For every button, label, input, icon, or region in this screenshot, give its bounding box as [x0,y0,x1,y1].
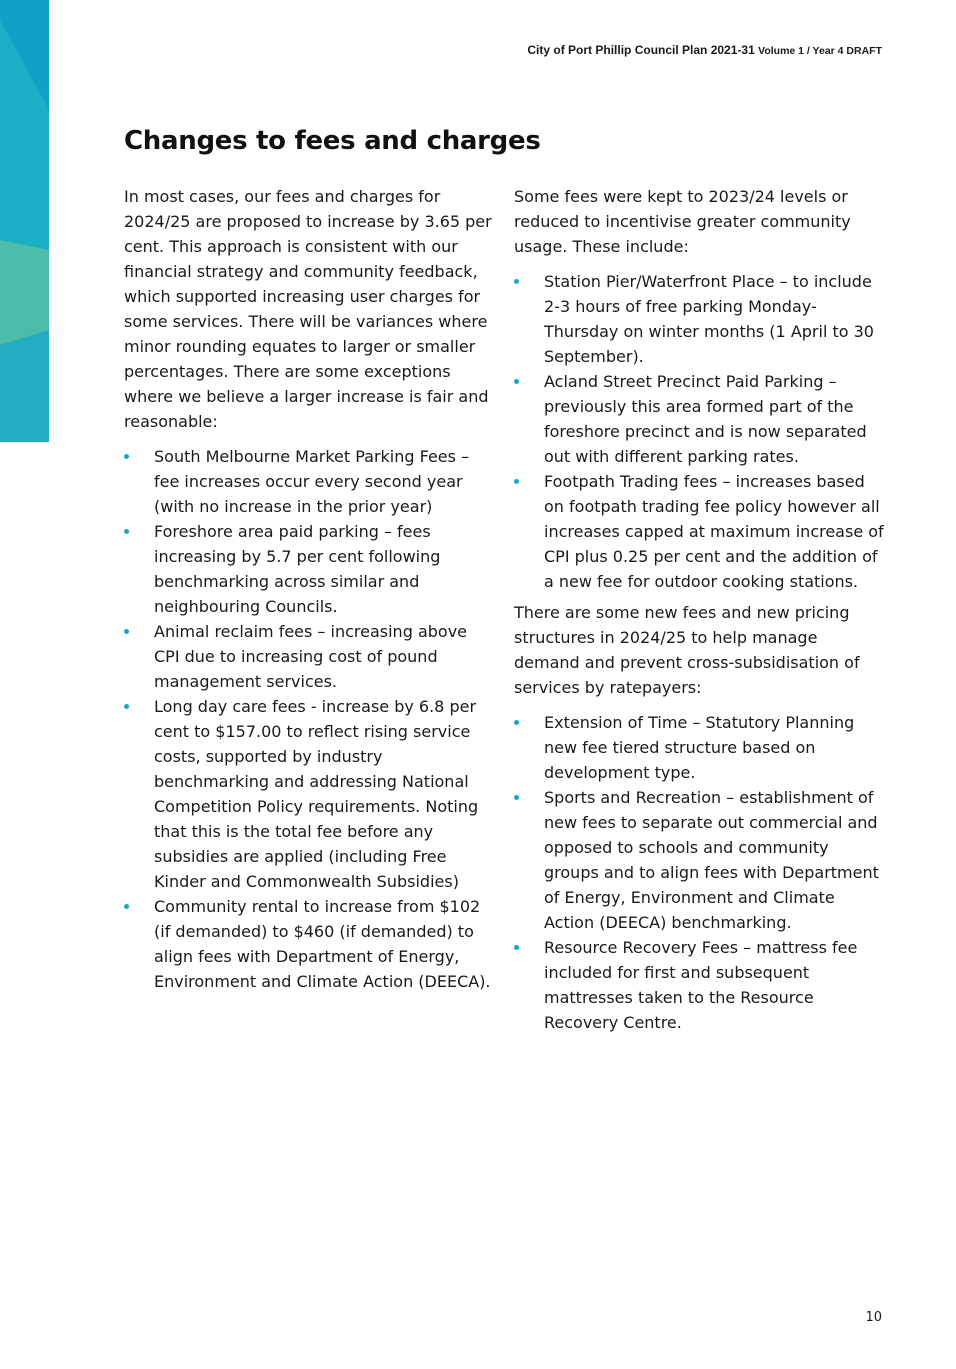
bullet-icon [124,454,129,459]
bullet-icon [514,479,519,484]
list-item [514,469,884,594]
bullet-icon [124,904,129,909]
bullet-icon [514,720,519,725]
left-bullet-list [124,444,496,994]
right-second-paragraph: There are some new fees and new pricing structures in 2024/25 to help manage demand and prevent cross-subsidisation of services by ratepayers: [514,603,860,697]
right-bullet-list [514,269,884,594]
list-item-text: Foreshore area paid parking – fees increasing by 5.7 per cent following benchmarking across similar and neighbouring Councils. [154,522,441,616]
right-intro-paragraph: Some fees were kept to 2023/24 levels or reduced to incentivise greater community usage. These include: [514,187,851,256]
page-title: Changes to fees and charges [124,126,541,156]
list-item-text: Acland Street Precinct Paid Parking – previously this area formed part of the foreshore precinct and is now separated out with different parking rates. [544,372,867,466]
right-column [514,184,884,1041]
list-item [514,710,884,785]
list-item [124,894,496,994]
bullet-icon [124,704,129,709]
bullet-icon [514,945,519,950]
list-item [514,935,884,1035]
side-band-shapes [0,0,49,442]
header-title: City of Port Phillip Council Plan 2021-31 [527,43,755,57]
list-item-text: Resource Recovery Fees – mattress fee included for first and subsequent mattresses taken to the Resource Recovery Centre. [544,938,858,1032]
list-item-text: Extension of Time – Statutory Planning new fee tiered structure based on development type. [544,713,855,782]
document-header [527,43,882,57]
list-item [124,519,496,619]
list-item [124,619,496,694]
decorative-side-band [0,0,49,442]
bullet-icon [124,629,129,634]
header-subtitle: Volume 1 / Year 4 DRAFT [758,45,882,57]
bullet-icon [124,529,129,534]
bullet-icon [514,279,519,284]
right-second-bullet-list [514,710,884,1035]
left-intro-paragraph: In most cases, our fees and charges for 2024/25 are proposed to increase by 3.65 per cent. This approach is consistent with our financial strategy and community feedback, which supported increasing user charges for some services. There will be variances where minor rounding equates to larger or smaller percentages. There are some exceptions where we believe a larger increase is fair and reasonable: [124,187,492,431]
list-item [514,269,884,369]
list-item [514,369,884,469]
list-item-text: Animal reclaim fees – increasing above CPI due to increasing cost of pound management services. [154,622,467,691]
list-item-text: Station Pier/Waterfront Place – to include 2-3 hours of free parking Monday-Thursday on winter months (1 April to 30 September). [544,272,874,366]
list-item [124,694,496,894]
list-item [124,444,496,519]
left-column [124,184,496,1000]
bullet-icon [514,379,519,384]
bullet-icon [514,795,519,800]
list-item-text: Long day care fees - increase by 6.8 per cent to $157.00 to reflect rising service costs, supported by industry benchmarking and addressing National Competition Policy requirements. Noting that this is the total fee before any subsidies are applied (including Free Kinder and Commonwealth Subsidies) [154,697,479,891]
list-item-text: Community rental to increase from $102 (if demanded) to $460 (if demanded) to align fees with Department of Energy, Environment and Climate Action (DEECA). [154,897,491,991]
list-item-text: South Melbourne Market Parking Fees – fee increases occur every second year (with no increase in the prior year) [154,447,470,516]
list-item-text: Sports and Recreation – establishment of new fees to separate out commercial and opposed to schools and community groups and to align fees with Department of Energy, Environment and Climate Action (DEECA) benchmarking. [544,788,879,932]
list-item-text: Footpath Trading fees – increases based on footpath trading fee policy however all increases capped at maximum increase of CPI plus 0.25 per cent and the addition of a new fee for outdoor cooking stations. [544,472,884,591]
list-item [514,785,884,935]
page-number: 10 [865,1310,882,1325]
